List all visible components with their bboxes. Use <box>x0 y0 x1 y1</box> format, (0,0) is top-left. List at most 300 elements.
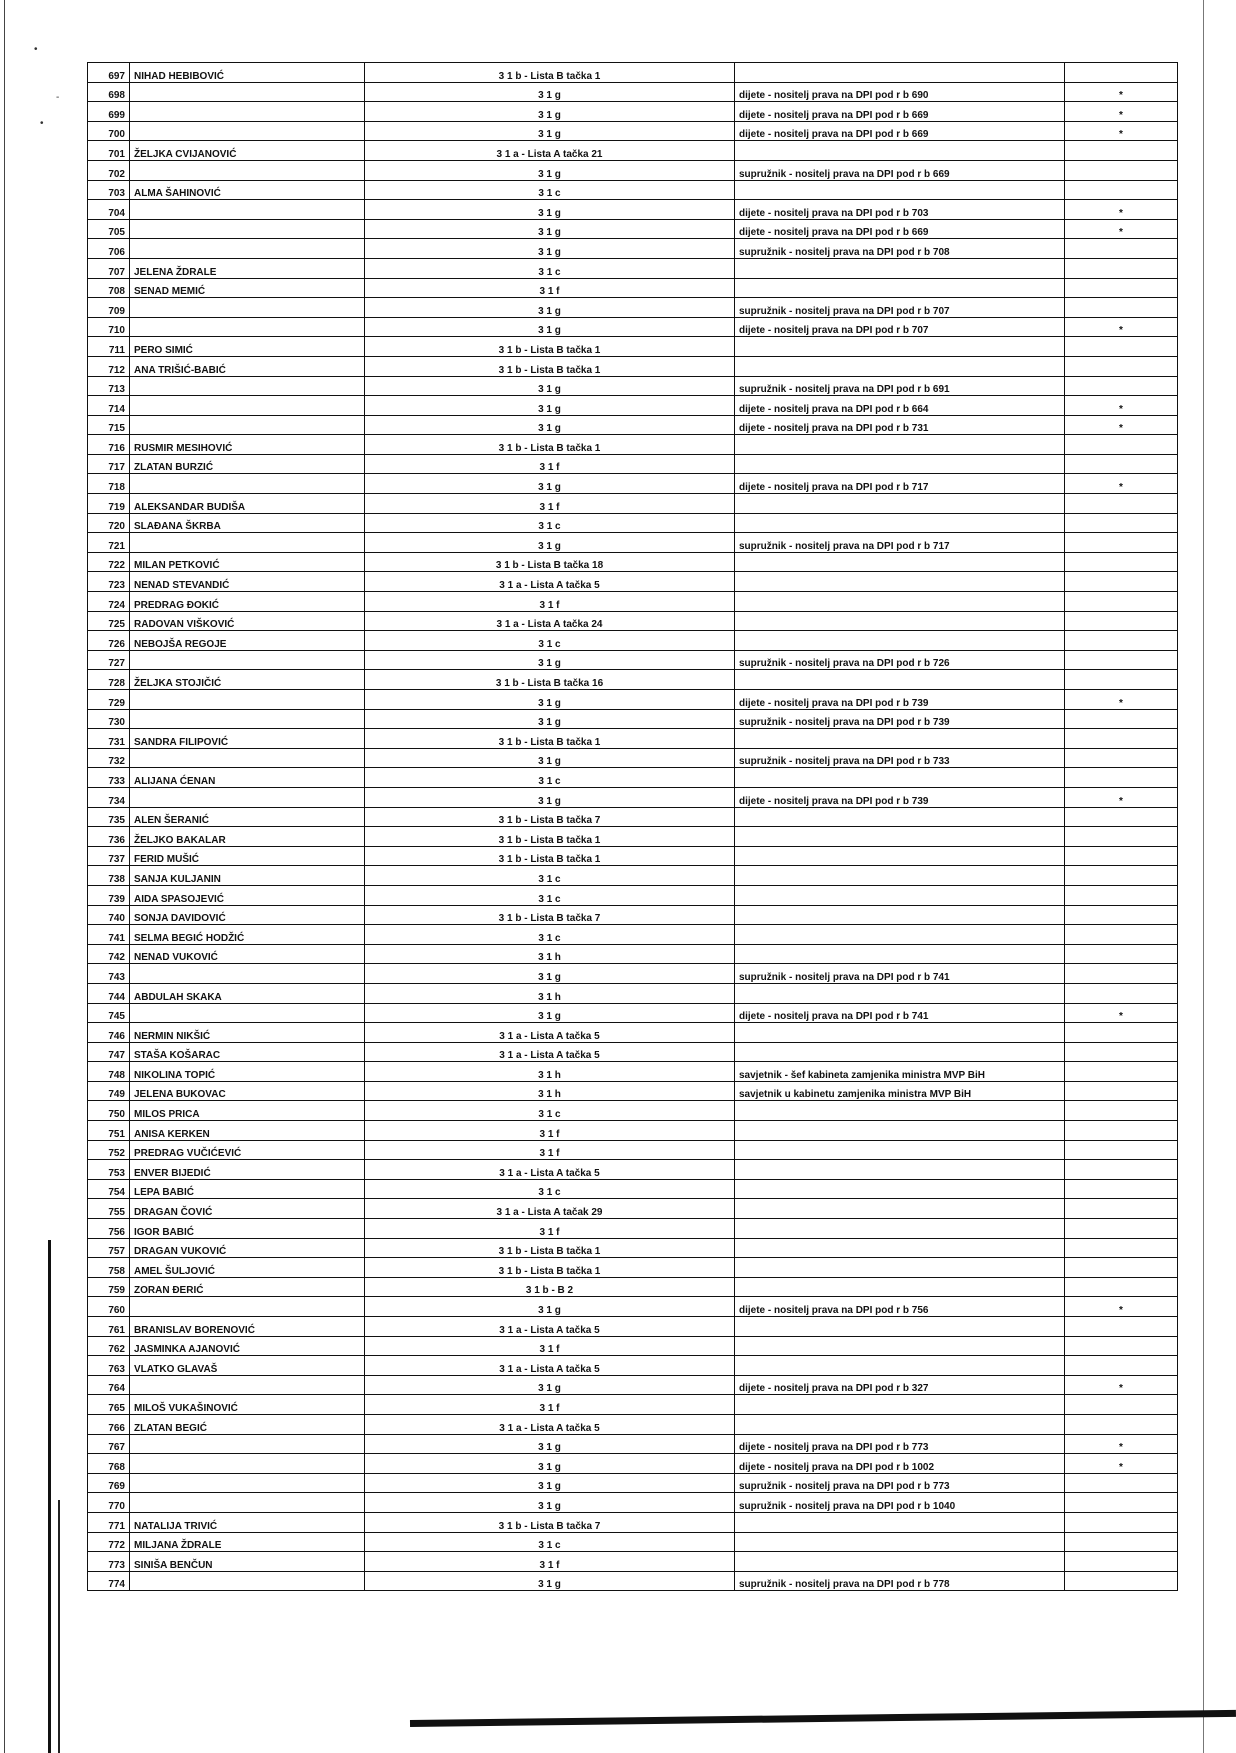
dependent-mark <box>1065 1552 1178 1572</box>
row-number: 773 <box>88 1552 130 1572</box>
table-row <box>88 494 1178 514</box>
table-row <box>88 415 1178 435</box>
person-name <box>130 690 365 710</box>
dependent-mark <box>1065 709 1178 729</box>
relation-note <box>735 1512 1065 1532</box>
relation-note: dijete - nositelj prava na DPI pod r b 756 <box>735 1297 1065 1317</box>
row-number: 746 <box>88 1023 130 1043</box>
relation-note: dijete - nositelj prava na DPI pod r b 707 <box>735 317 1065 337</box>
relation-note: supružnik - nositelj prava na DPI pod r b 726 <box>735 650 1065 670</box>
dependent-mark <box>1065 258 1178 278</box>
dependent-mark <box>1065 944 1178 964</box>
person-name <box>130 474 365 494</box>
person-name: DRAGAN VUKOVIĆ <box>130 1238 365 1258</box>
person-name: NATALIJA TRIVIĆ <box>130 1512 365 1532</box>
category: 3 1 g <box>365 709 735 729</box>
dependent-mark <box>1065 1317 1178 1337</box>
table-row <box>88 258 1178 278</box>
person-name: LEPA BABIĆ <box>130 1179 365 1199</box>
scan-edge-right <box>1203 0 1204 1753</box>
row-number: 699 <box>88 102 130 122</box>
relation-note: dijete - nositelj prava na DPI pod r b 741 <box>735 1003 1065 1023</box>
dependent-mark: * <box>1065 82 1178 102</box>
table-row <box>88 944 1178 964</box>
person-name <box>130 1454 365 1474</box>
person-name <box>130 200 365 220</box>
dependent-mark <box>1065 1219 1178 1239</box>
category: 3 1 g <box>365 121 735 141</box>
person-name <box>130 1493 365 1513</box>
category: 3 1 g <box>365 239 735 259</box>
registry-table <box>87 62 1178 1591</box>
row-number: 726 <box>88 631 130 651</box>
category: 3 1 b - Lista B tačka 18 <box>365 552 735 572</box>
relation-note: supružnik - nositelj prava na DPI pod r b 669 <box>735 160 1065 180</box>
category: 3 1 g <box>365 82 735 102</box>
relation-note: dijete - nositelj prava na DPI pod r b 739 <box>735 787 1065 807</box>
category: 3 1 b - Lista B tačka 1 <box>365 827 735 847</box>
category: 3 1 b - Lista B tačka 16 <box>365 670 735 690</box>
person-name: MILAN PETKOVIĆ <box>130 552 365 572</box>
person-name <box>130 748 365 768</box>
relation-note <box>735 454 1065 474</box>
person-name <box>130 376 365 396</box>
person-name: SINIŠA BENČUN <box>130 1552 365 1572</box>
category: 3 1 c <box>365 885 735 905</box>
table-row <box>88 160 1178 180</box>
row-number: 708 <box>88 278 130 298</box>
dependent-mark <box>1065 298 1178 318</box>
table-row <box>88 317 1178 337</box>
row-number: 741 <box>88 925 130 945</box>
relation-note: supružnik - nositelj prava na DPI pod r b 773 <box>735 1473 1065 1493</box>
dependent-mark <box>1065 513 1178 533</box>
row-number: 697 <box>88 63 130 83</box>
category: 3 1 g <box>365 200 735 220</box>
dependent-mark: * <box>1065 200 1178 220</box>
person-name <box>130 219 365 239</box>
category: 3 1 g <box>365 102 735 122</box>
relation-note <box>735 1258 1065 1278</box>
relation-note <box>735 1238 1065 1258</box>
category: 3 1 f <box>365 1121 735 1141</box>
row-number: 698 <box>88 82 130 102</box>
category: 3 1 g <box>365 787 735 807</box>
row-number: 701 <box>88 141 130 161</box>
dependent-mark <box>1065 983 1178 1003</box>
relation-note: dijete - nositelj prava na DPI pod r b 703 <box>735 200 1065 220</box>
category: 3 1 c <box>365 768 735 788</box>
category: 3 1 f <box>365 1219 735 1239</box>
row-number: 756 <box>88 1219 130 1239</box>
table-row <box>88 533 1178 553</box>
person-name: SELMA BEGIĆ HODŽIĆ <box>130 925 365 945</box>
relation-note: supružnik - nositelj prava na DPI pod r b 733 <box>735 748 1065 768</box>
person-name: NERMIN NIKŠIĆ <box>130 1023 365 1043</box>
category: 3 1 g <box>365 748 735 768</box>
relation-note <box>735 611 1065 631</box>
person-name: RUSMIR MESIHOVIĆ <box>130 435 365 455</box>
row-number: 716 <box>88 435 130 455</box>
category: 3 1 a - Lista A tačka 5 <box>365 1356 735 1376</box>
dependent-mark <box>1065 1512 1178 1532</box>
row-number: 747 <box>88 1042 130 1062</box>
person-name: NENAD VUKOVIĆ <box>130 944 365 964</box>
relation-note <box>735 944 1065 964</box>
table-row <box>88 1121 1178 1141</box>
scan-shadow-left-inner <box>58 1500 60 1753</box>
relation-note <box>735 592 1065 612</box>
row-number: 730 <box>88 709 130 729</box>
table-row <box>88 356 1178 376</box>
category: 3 1 g <box>365 1454 735 1474</box>
category: 3 1 h <box>365 944 735 964</box>
category: 3 1 g <box>365 1375 735 1395</box>
category: 3 1 h <box>365 1062 735 1082</box>
person-name: PERO SIMIĆ <box>130 337 365 357</box>
dependent-mark <box>1065 1473 1178 1493</box>
dependent-mark: * <box>1065 102 1178 122</box>
dependent-mark: * <box>1065 396 1178 416</box>
relation-note: savjetnik - šef kabineta zamjenika ministra MVP BiH <box>735 1062 1065 1082</box>
dependent-mark <box>1065 846 1178 866</box>
row-number: 742 <box>88 944 130 964</box>
table-row <box>88 748 1178 768</box>
person-name: ŽELJKA CVIJANOVIĆ <box>130 141 365 161</box>
person-name <box>130 964 365 984</box>
table-row <box>88 964 1178 984</box>
relation-note <box>735 768 1065 788</box>
relation-note: dijete - nositelj prava na DPI pod r b 773 <box>735 1434 1065 1454</box>
row-number: 748 <box>88 1062 130 1082</box>
category: 3 1 g <box>365 690 735 710</box>
person-name: ANA TRIŠIĆ-BABIĆ <box>130 356 365 376</box>
relation-note <box>735 827 1065 847</box>
person-name <box>130 1571 365 1591</box>
row-number: 751 <box>88 1121 130 1141</box>
relation-note <box>735 1121 1065 1141</box>
relation-note: dijete - nositelj prava na DPI pod r b 690 <box>735 82 1065 102</box>
row-number: 719 <box>88 494 130 514</box>
table-row <box>88 1023 1178 1043</box>
category: 3 1 g <box>365 1434 735 1454</box>
row-number: 729 <box>88 690 130 710</box>
dependent-mark <box>1065 650 1178 670</box>
table-row <box>88 1395 1178 1415</box>
row-number: 722 <box>88 552 130 572</box>
relation-note <box>735 513 1065 533</box>
person-name: MILOS PRICA <box>130 1101 365 1121</box>
category: 3 1 g <box>365 650 735 670</box>
category: 3 1 c <box>365 1532 735 1552</box>
person-name <box>130 650 365 670</box>
person-name: ALEKSANDAR BUDIŠA <box>130 494 365 514</box>
table-row <box>88 435 1178 455</box>
table-row <box>88 1297 1178 1317</box>
person-name: DRAGAN ČOVIĆ <box>130 1199 365 1219</box>
table-row <box>88 239 1178 259</box>
dependent-mark <box>1065 239 1178 259</box>
table-row <box>88 846 1178 866</box>
table-row <box>88 1238 1178 1258</box>
dependent-mark: * <box>1065 1375 1178 1395</box>
category: 3 1 a - Lista A tačka 21 <box>365 141 735 161</box>
row-number: 744 <box>88 983 130 1003</box>
category: 3 1 g <box>365 160 735 180</box>
dependent-mark: * <box>1065 474 1178 494</box>
row-number: 758 <box>88 1258 130 1278</box>
dependent-mark: * <box>1065 219 1178 239</box>
dependent-mark <box>1065 807 1178 827</box>
relation-note: dijete - nositelj prava na DPI pod r b 669 <box>735 102 1065 122</box>
relation-note: supružnik - nositelj prava na DPI pod r b 1040 <box>735 1493 1065 1513</box>
row-number: 703 <box>88 180 130 200</box>
relation-note <box>735 729 1065 749</box>
relation-note: supružnik - nositelj prava na DPI pod r b 708 <box>735 239 1065 259</box>
dependent-mark <box>1065 533 1178 553</box>
dependent-mark <box>1065 572 1178 592</box>
dependent-mark <box>1065 827 1178 847</box>
relation-note: supružnik - nositelj prava na DPI pod r b 778 <box>735 1571 1065 1591</box>
row-number: 766 <box>88 1414 130 1434</box>
table-row <box>88 866 1178 886</box>
person-name: PREDRAG ĐOKIĆ <box>130 592 365 612</box>
scan-shadow-bottom <box>410 1710 1236 1727</box>
relation-note <box>735 278 1065 298</box>
person-name: JELENA ŽDRALE <box>130 258 365 278</box>
scan-speck: - <box>56 92 60 103</box>
relation-note <box>735 1140 1065 1160</box>
table-row <box>88 983 1178 1003</box>
row-number: 761 <box>88 1317 130 1337</box>
category: 3 1 c <box>365 258 735 278</box>
dependent-mark <box>1065 1081 1178 1101</box>
person-name <box>130 533 365 553</box>
scan-shadow-left <box>48 1240 51 1753</box>
person-name: VLATKO GLAVAŠ <box>130 1356 365 1376</box>
row-number: 702 <box>88 160 130 180</box>
dependent-mark: * <box>1065 787 1178 807</box>
person-name: ABDULAH SKAKA <box>130 983 365 1003</box>
person-name <box>130 82 365 102</box>
category: 3 1 a - Lista A tačka 24 <box>365 611 735 631</box>
person-name: ENVER BIJEDIĆ <box>130 1160 365 1180</box>
category: 3 1 a - Lista A tačka 5 <box>365 1160 735 1180</box>
table-row <box>88 1081 1178 1101</box>
row-number: 757 <box>88 1238 130 1258</box>
table-row <box>88 592 1178 612</box>
dependent-mark <box>1065 63 1178 83</box>
category: 3 1 c <box>365 180 735 200</box>
relation-note <box>735 1199 1065 1219</box>
person-name <box>130 317 365 337</box>
category: 3 1 g <box>365 396 735 416</box>
person-name <box>130 1375 365 1395</box>
dependent-mark <box>1065 1179 1178 1199</box>
relation-note <box>735 905 1065 925</box>
row-number: 765 <box>88 1395 130 1415</box>
table-row <box>88 1003 1178 1023</box>
row-number: 715 <box>88 415 130 435</box>
category: 3 1 g <box>365 964 735 984</box>
category: 3 1 c <box>365 631 735 651</box>
category: 3 1 a - Lista A tačak 29 <box>365 1199 735 1219</box>
dependent-mark <box>1065 356 1178 376</box>
category: 3 1 f <box>365 1395 735 1415</box>
registry-table-body <box>88 63 1178 1591</box>
table-row <box>88 121 1178 141</box>
category: 3 1 b - Lista B tačka 1 <box>365 846 735 866</box>
relation-note: dijete - nositelj prava na DPI pod r b 717 <box>735 474 1065 494</box>
relation-note <box>735 866 1065 886</box>
relation-note <box>735 807 1065 827</box>
dependent-mark <box>1065 1101 1178 1121</box>
table-row <box>88 1552 1178 1572</box>
table-row <box>88 396 1178 416</box>
relation-note: supružnik - nositelj prava na DPI pod r b 741 <box>735 964 1065 984</box>
person-name: NEBOJŠA REGOJE <box>130 631 365 651</box>
table-row <box>88 787 1178 807</box>
dependent-mark <box>1065 611 1178 631</box>
relation-note: supružnik - nositelj prava na DPI pod r b 707 <box>735 298 1065 318</box>
person-name: ZLATAN BEGIĆ <box>130 1414 365 1434</box>
table-row <box>88 513 1178 533</box>
row-number: 749 <box>88 1081 130 1101</box>
person-name <box>130 396 365 416</box>
row-number: 713 <box>88 376 130 396</box>
table-row <box>88 925 1178 945</box>
person-name: IGOR BABIĆ <box>130 1219 365 1239</box>
dependent-mark: * <box>1065 1434 1178 1454</box>
table-row <box>88 827 1178 847</box>
table-row <box>88 1356 1178 1376</box>
category: 3 1 b - Lista B tačka 1 <box>365 337 735 357</box>
relation-note: dijete - nositelj prava na DPI pod r b 664 <box>735 396 1065 416</box>
dependent-mark <box>1065 494 1178 514</box>
relation-note <box>735 1414 1065 1434</box>
person-name <box>130 239 365 259</box>
table-row <box>88 298 1178 318</box>
relation-note: supružnik - nositelj prava na DPI pod r b 739 <box>735 709 1065 729</box>
dependent-mark <box>1065 592 1178 612</box>
row-number: 733 <box>88 768 130 788</box>
relation-note <box>735 631 1065 651</box>
table-row <box>88 650 1178 670</box>
table-row <box>88 768 1178 788</box>
table-row <box>88 709 1178 729</box>
dependent-mark <box>1065 1571 1178 1591</box>
row-number: 754 <box>88 1179 130 1199</box>
person-name <box>130 787 365 807</box>
row-number: 762 <box>88 1336 130 1356</box>
row-number: 750 <box>88 1101 130 1121</box>
category: 3 1 f <box>365 454 735 474</box>
row-number: 718 <box>88 474 130 494</box>
table-row <box>88 376 1178 396</box>
dependent-mark <box>1065 160 1178 180</box>
category: 3 1 b - Lista B tačka 1 <box>365 1238 735 1258</box>
category: 3 1 b - Lista B tačka 7 <box>365 1512 735 1532</box>
dependent-mark <box>1065 1258 1178 1278</box>
category: 3 1 b - Lista B tačka 1 <box>365 356 735 376</box>
row-number: 734 <box>88 787 130 807</box>
table-row <box>88 180 1178 200</box>
relation-note <box>735 983 1065 1003</box>
relation-note <box>735 670 1065 690</box>
category: 3 1 g <box>365 1571 735 1591</box>
relation-note: dijete - nositelj prava na DPI pod r b 1002 <box>735 1454 1065 1474</box>
category: 3 1 f <box>365 494 735 514</box>
dependent-mark: * <box>1065 1297 1178 1317</box>
person-name: ŽELJKA STOJIČIĆ <box>130 670 365 690</box>
dependent-mark <box>1065 748 1178 768</box>
category: 3 1 g <box>365 1493 735 1513</box>
table-row <box>88 905 1178 925</box>
dependent-mark <box>1065 552 1178 572</box>
person-name: JELENA BUKOVAC <box>130 1081 365 1101</box>
relation-note: dijete - nositelj prava na DPI pod r b 669 <box>735 219 1065 239</box>
person-name: PREDRAG VUČIĆEVIĆ <box>130 1140 365 1160</box>
category: 3 1 b - Lista B tačka 7 <box>365 807 735 827</box>
dependent-mark: * <box>1065 1003 1178 1023</box>
person-name: SONJA DAVIDOVIĆ <box>130 905 365 925</box>
category: 3 1 g <box>365 415 735 435</box>
person-name <box>130 1473 365 1493</box>
relation-note: dijete - nositelj prava na DPI pod r b 327 <box>735 1375 1065 1395</box>
category: 3 1 c <box>365 1179 735 1199</box>
row-number: 752 <box>88 1140 130 1160</box>
category: 3 1 g <box>365 1003 735 1023</box>
dependent-mark <box>1065 278 1178 298</box>
row-number: 732 <box>88 748 130 768</box>
relation-note <box>735 1023 1065 1043</box>
table-row <box>88 1532 1178 1552</box>
category: 3 1 g <box>365 474 735 494</box>
relation-note <box>735 1395 1065 1415</box>
row-number: 767 <box>88 1434 130 1454</box>
dependent-mark <box>1065 925 1178 945</box>
person-name: MILOŠ VUKAŠINOVIĆ <box>130 1395 365 1415</box>
table-row <box>88 690 1178 710</box>
relation-note <box>735 1552 1065 1572</box>
category: 3 1 b - Lista B tačka 1 <box>365 63 735 83</box>
category: 3 1 c <box>365 925 735 945</box>
person-name: NIHAD HEBIBOVIĆ <box>130 63 365 83</box>
table-row <box>88 1434 1178 1454</box>
dependent-mark <box>1065 141 1178 161</box>
scan-edge-left <box>4 0 5 1753</box>
table-row <box>88 454 1178 474</box>
row-number: 709 <box>88 298 130 318</box>
dependent-mark <box>1065 1238 1178 1258</box>
category: 3 1 g <box>365 533 735 553</box>
relation-note <box>735 925 1065 945</box>
table-row <box>88 611 1178 631</box>
person-name: SENAD MEMIĆ <box>130 278 365 298</box>
dependent-mark <box>1065 1042 1178 1062</box>
table-row <box>88 1414 1178 1434</box>
category: 3 1 a - Lista A tačka 5 <box>365 1317 735 1337</box>
table-row <box>88 82 1178 102</box>
dependent-mark <box>1065 1062 1178 1082</box>
dependent-mark <box>1065 729 1178 749</box>
person-name: STAŠA KOŠARAC <box>130 1042 365 1062</box>
table-row <box>88 1062 1178 1082</box>
relation-note <box>735 356 1065 376</box>
dependent-mark: * <box>1065 317 1178 337</box>
dependent-mark <box>1065 1356 1178 1376</box>
relation-note <box>735 63 1065 83</box>
